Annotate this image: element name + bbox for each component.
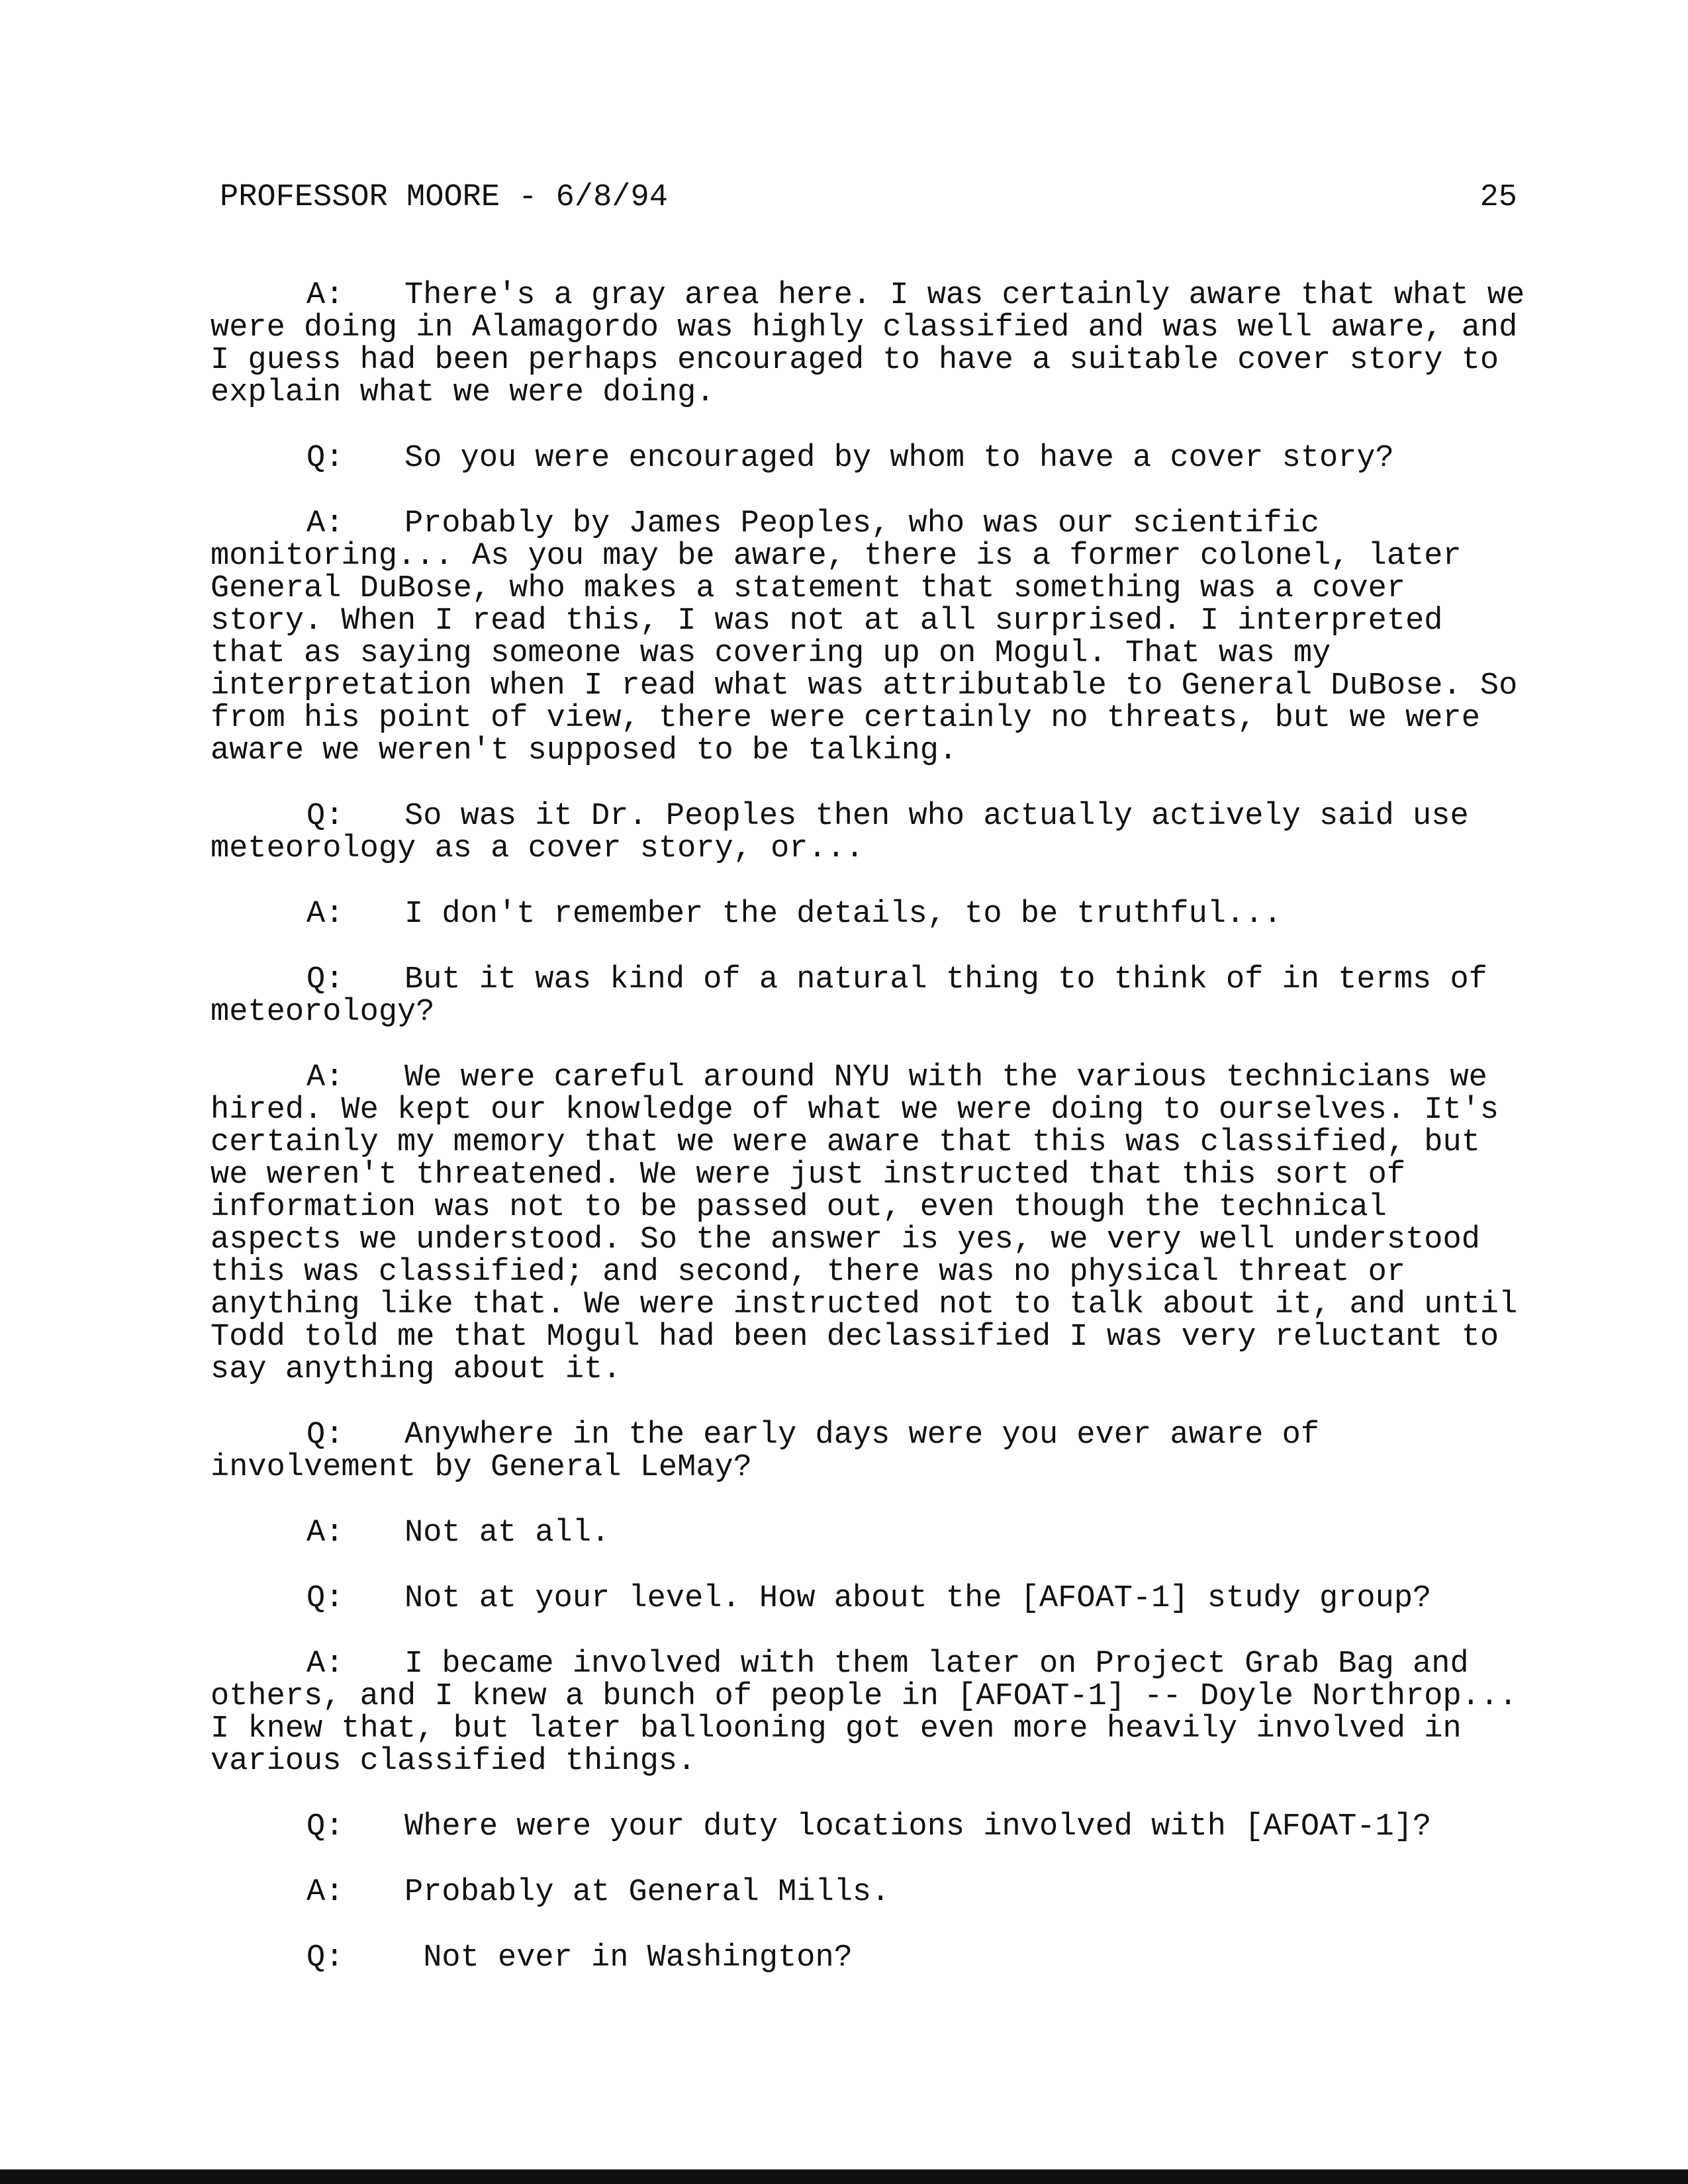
page-number: 25 — [1479, 180, 1517, 215]
transcript-paragraph — [211, 964, 1528, 1028]
transcript-paragraph — [211, 1876, 1528, 1909]
speaker-label: A: — [306, 897, 344, 932]
paragraph-text: So was it Dr. Peoples then who actually actively said use meteorology as a cover story, or... — [211, 799, 1469, 866]
transcript-body — [211, 279, 1528, 2007]
page-header — [220, 180, 1517, 220]
transcript-paragraph — [211, 508, 1528, 767]
paragraph-text: We were careful around NYU with the various technicians we hired. We kept our knowledge of what we were doing to ourselves. It's certainly my memory that we were aware that this was classified, but we weren't threatened. We were just instructed that this sort of information was not to be passed out, even though the technical aspects we understood. So the answer is yes, we very well understood this was classified; and second, there was no physical threat or anything like that. We were instructed not to talk about it, and until Todd told me that Mogul had been declassified I was very reluctant to say anything about it. — [211, 1060, 1518, 1387]
transcript-paragraph — [211, 1648, 1528, 1778]
transcript-paragraph — [211, 1062, 1528, 1386]
transcript-paragraph — [211, 442, 1528, 475]
speaker-label: Q: — [306, 1581, 344, 1616]
transcript-paragraph — [211, 800, 1528, 865]
speaker-label: A: — [306, 506, 344, 541]
paragraph-text: So you were encouraged by whom to have a cover story? — [404, 441, 1394, 476]
paragraph-text: Where were your duty locations involved with [AFOAT-1]? — [404, 1809, 1432, 1844]
speaker-label: A: — [306, 1647, 344, 1682]
speaker-label: Q: — [306, 1418, 344, 1453]
paragraph-text: I became involved with them later on Project Grab Bag and others, and I knew a bunch of people in [AFOAT-1] -- Doyle Northrop... I knew that, but later ballooning got even more heavily involved in various classified things. — [211, 1647, 1518, 1779]
paragraph-text: There's a gray area here. I was certainly aware that what we were doing in Alamagordo was highly classified and was well aware, and I guess had been perhaps encouraged to have a suitable cover story to explain what we were doing. — [211, 278, 1525, 410]
speaker-label: Q: — [306, 441, 344, 476]
transcript-paragraph — [211, 898, 1528, 931]
paragraph-text: But it was kind of a natural thing to think of in terms of meteorology? — [211, 962, 1487, 1030]
paragraph-text: Probably by James Peoples, who was our scientific monitoring... As you may be aware, there is a former colonel, later General DuBose, who makes a statement that something was a cover story. When I read this, I was not at all surprised. I interpreted that as saying someone was covering up on Mogul. That was my interpretation when I read what was attributable to General DuBose. So from his point of view, there were certainly no threats, but we were aware we weren't supposed to be talking. — [211, 506, 1518, 768]
speaker-label: Q: — [306, 1809, 344, 1844]
paragraph-text: Not at all. — [404, 1516, 610, 1551]
scan-bottom-edge — [0, 2169, 1688, 2184]
speaker-label: Q: — [306, 799, 344, 834]
paragraph-text: Anywhere in the early days were you ever aware of involvement by General LeMay? — [211, 1418, 1320, 1485]
speaker-label: A: — [306, 1516, 344, 1551]
transcript-paragraph — [211, 1811, 1528, 1843]
speaker-label: A: — [306, 1875, 344, 1910]
transcript-paragraph — [211, 1517, 1528, 1549]
speaker-label: Q: — [306, 962, 344, 997]
speaker-label: A: — [306, 278, 344, 313]
header-title: PROFESSOR MOORE - 6/8/94 — [220, 180, 668, 215]
paragraph-text: I don't remember the details, to be truthful... — [404, 897, 1282, 932]
paragraph-text: Probably at General Mills. — [404, 1875, 890, 1910]
transcript-paragraph — [211, 279, 1528, 409]
speaker-label: A: — [306, 1060, 344, 1095]
speaker-label: Q: — [306, 1940, 344, 1976]
transcript-paragraph — [211, 1419, 1528, 1484]
transcript-paragraph — [211, 1582, 1528, 1615]
transcript-paragraph — [211, 1942, 1528, 1974]
paragraph-text: Not at your level. How about the [AFOAT-1] study group? — [404, 1581, 1432, 1616]
paragraph-text: Not ever in Washington? — [404, 1940, 853, 1976]
